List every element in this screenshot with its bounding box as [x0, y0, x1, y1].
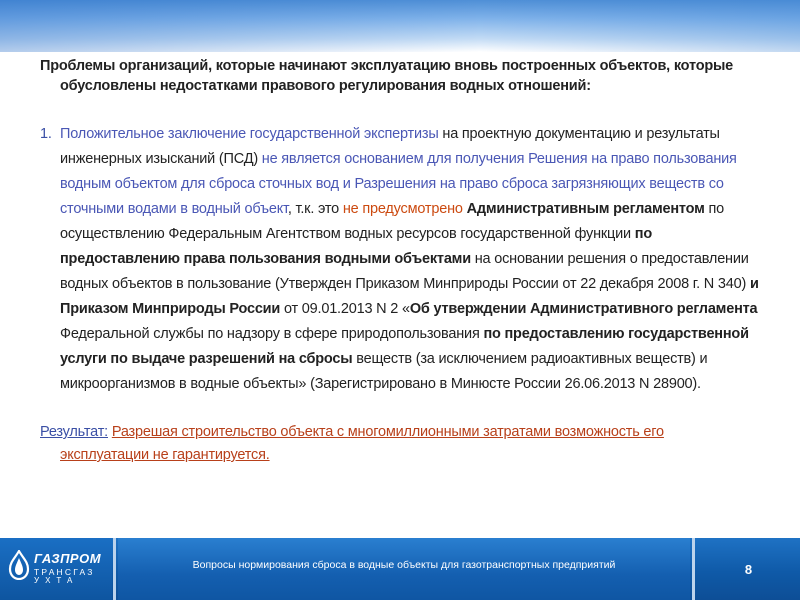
intro-heading	[40, 56, 765, 96]
flame-logo-icon	[6, 550, 32, 580]
footer-divider	[692, 538, 695, 600]
item-text-discharge-permits: по предоставлению государственной услуги по выдаче разрешений на сбросы	[60, 326, 749, 367]
item-text-expertise: Положительное заключение государственной экспертизы	[60, 126, 439, 142]
item-text-16: веществ (за исключением радиоактивных веществ) и микроорганизмов в водные объекты» (Зарегистрировано в Минюсте России 26.06.2013 N 28900).	[60, 351, 708, 392]
logo-line-2: ТРАНСГАЗ	[34, 567, 95, 577]
page-number: 8	[744, 561, 753, 577]
item-text-not-basis: не является основанием для получения Решения на право пользования водным объектом для сброса сточных вод и Разрешения на право сброса загрязняющих веществ со сточными водами в водный объект	[60, 151, 737, 217]
intro-line-2: обусловлены недостатками правового регулирования водных отношений:	[60, 78, 591, 94]
footer-title: Вопросы нормирования сброса в водные объекты для газотранспортных предприятий	[192, 559, 616, 571]
item-text-4: , т.к. это	[287, 201, 343, 217]
item-text-2: на проектную документацию и результаты инженерных изысканий (ПСД)	[60, 126, 720, 167]
item-text-admin-regulation: Административным регламентом	[466, 201, 705, 217]
header-banner	[0, 0, 800, 52]
logo-wordmark	[34, 551, 101, 585]
footer-divider	[113, 538, 116, 600]
logo-line-3: УХТА	[34, 576, 79, 585]
item-text-8: по осуществлению Федеральным Агентством водных ресурсов государственной функции	[60, 201, 724, 242]
footer-bar	[0, 538, 800, 600]
list-item-number: 1.	[40, 126, 52, 142]
result-label: Результат:	[40, 424, 108, 440]
company-logo	[0, 538, 112, 600]
footer-title-area	[118, 538, 690, 600]
item-text-minprirody-order: и Приказом Минприроды России	[60, 276, 759, 317]
item-text-approval: Об утверждении Административного регламента	[409, 301, 758, 317]
item-text-12: от 09.01.2013 N 2 «	[280, 301, 410, 317]
intro-line-1: Проблемы организаций, которые начинают эксплуатацию вновь построенных объектов, которые	[40, 58, 734, 74]
logo-line-1: ГАЗПРОМ	[34, 551, 102, 566]
result-text-2: эксплуатации не гарантируется.	[60, 447, 270, 463]
item-text-not-provided: не предусмотрено	[342, 201, 463, 217]
slide-content	[40, 56, 765, 467]
item-text-14: Федеральной службы по надзору в сфере природопользования	[60, 326, 484, 342]
list-item-1	[40, 122, 765, 397]
item-text-water-rights: по предоставлению права пользования водными объектами	[60, 226, 653, 267]
result-block	[40, 421, 765, 467]
item-text-10: на основании решения о предоставлении водных объектов в пользование (Утвержден Приказом Минприроды России от 22 декабря 2008 г. N 340)	[60, 251, 750, 292]
result-text-1: Разрешая строительство объекта с многомиллионными затратами возможность его	[111, 424, 664, 440]
